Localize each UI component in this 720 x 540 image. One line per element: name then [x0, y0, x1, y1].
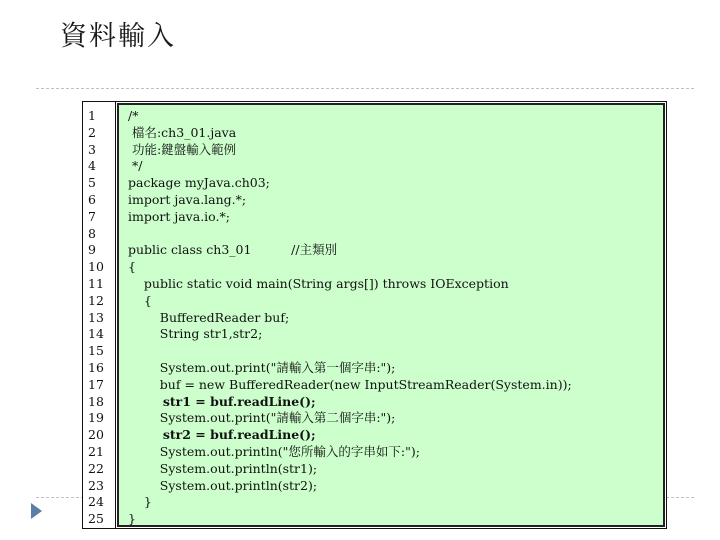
line-number: 11	[88, 275, 104, 291]
code-listing	[82, 101, 667, 529]
triangle-bullet-icon	[31, 503, 42, 519]
line-number: 5	[88, 175, 96, 191]
line-number: 22	[88, 460, 104, 476]
line-number: 24	[88, 494, 104, 510]
line-number: 12	[88, 292, 104, 308]
code-line: buf = new BufferedReader(new InputStreamReader(System.in));	[128, 376, 572, 392]
code-line: 檔名:ch3_01.java	[128, 124, 237, 140]
line-number: 14	[88, 326, 104, 342]
code-line: System.out.print("請輸入第一個字串:");	[128, 359, 396, 375]
code-line: /*	[128, 108, 139, 123]
line-number: 21	[88, 443, 104, 459]
code-line: package myJava.ch03;	[128, 175, 270, 191]
code-line	[128, 226, 663, 243]
code-line: public static void main(String args[]) throws IOException	[128, 275, 509, 291]
code-line: System.out.println("您所輸入的字串如下:");	[128, 443, 420, 459]
line-number: 20	[88, 427, 104, 443]
line-number: 3	[88, 141, 96, 157]
line-number: 17	[88, 376, 104, 392]
code-line: 功能:鍵盤輸入範例	[128, 141, 237, 157]
line-number: 9	[88, 242, 96, 258]
code-line: import java.lang.*;	[128, 191, 247, 207]
line-number: 15	[88, 343, 104, 359]
line-number: 8	[88, 225, 96, 241]
line-number: 10	[88, 259, 104, 275]
header-divider	[36, 88, 694, 89]
code-line: String str1,str2;	[128, 326, 263, 342]
line-number: 18	[88, 393, 104, 409]
code-line: System.out.println(str2);	[128, 477, 318, 493]
line-number: 16	[88, 359, 104, 375]
code-line: }	[128, 494, 152, 510]
line-number: 23	[88, 477, 104, 493]
line-number-gutter	[83, 102, 116, 528]
line-number: 7	[88, 208, 96, 224]
line-number: 6	[88, 191, 96, 207]
code-line: str2 = buf.readLine();	[128, 427, 316, 443]
code-line: public class ch3_01 //主類別	[128, 242, 338, 258]
line-number: 4	[88, 158, 96, 174]
code-line: System.out.print("請輸入第二個字串:");	[128, 410, 396, 426]
line-number: 1	[88, 108, 96, 123]
code-body	[117, 103, 665, 527]
code-line: BufferedReader buf;	[128, 309, 290, 325]
line-number: 13	[88, 309, 104, 325]
slide-title: 資料輸入	[60, 21, 176, 52]
line-number: 19	[88, 410, 104, 426]
code-line: */	[128, 158, 143, 174]
code-line: System.out.println(str1);	[128, 460, 318, 476]
line-number: 25	[88, 511, 104, 527]
code-line: {	[128, 259, 136, 275]
code-line: }	[128, 511, 136, 527]
code-line: import java.io.*;	[128, 208, 230, 224]
code-line	[128, 343, 663, 360]
code-line: {	[128, 292, 152, 308]
line-number: 2	[88, 124, 96, 140]
code-line: str1 = buf.readLine();	[128, 393, 316, 409]
